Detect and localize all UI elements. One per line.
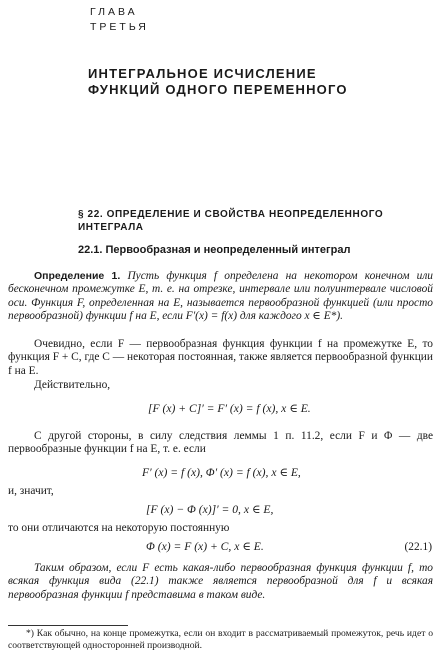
section-title xyxy=(78,208,428,234)
definition-heading: Определение 1. xyxy=(34,270,121,282)
subsection-title: 22.1. Первообразная и неопределенный интеграл xyxy=(78,244,351,256)
footnote: *) Как обычно, на конце промежутка, если он входит в рассматриваемый промежуток, речь идет о соответствующей односторонней производной. xyxy=(8,628,433,651)
definition-text: Пусть функция f определена на некотором конечном или бесконечном промежутке E, т. е. на отрезке, интервале или полуинтервале числовой оси. Функция F, определенная на E, называется первообразной функцией (или просто первообразной) функции f на E, если F′(x) = f(x) для каждого x ∈ E*). xyxy=(8,270,433,323)
formula-derivative-sum: [F (x) + C]′ = F′ (x) = f (x), x ∈ E. xyxy=(148,402,311,415)
definition-paragraph xyxy=(8,270,433,324)
section-title-line-2: ИНТЕГРАЛА xyxy=(78,222,144,233)
chapter-title-line-2: ФУНКЦИЙ ОДНОГО ПЕРЕМЕННОГО xyxy=(88,82,348,97)
paragraph-obviously: Очевидно, если F — первообразная функция функции f на промежутке E, то функция F + C, где C — некоторая постоянная, также является первообразной функции f на E. xyxy=(8,338,433,377)
paragraph-other-side: С другой стороны, в силу следствия леммы 1 п. 11.2, если F и Φ — две первообразные функции f на E, т. е. если xyxy=(8,430,433,456)
chapter-title xyxy=(88,66,348,98)
paragraph-hence: и, значит, xyxy=(8,485,54,497)
chapter-label xyxy=(90,5,149,35)
section-title-line-1: § 22. ОПРЕДЕЛЕНИЕ И СВОЙСТВА НЕОПРЕДЕЛЕННОГО xyxy=(78,209,384,220)
footnote-divider xyxy=(8,625,128,626)
formula-two-primitives: F′ (x) = f (x), Φ′ (x) = f (x), x ∈ E, xyxy=(142,466,301,479)
equation-number: (22.1) xyxy=(404,541,432,553)
formula-22-1: Φ (x) = F (x) + C, x ∈ E. xyxy=(146,540,264,553)
paragraph-differ-constant: то они отличаются на некоторую постоянную xyxy=(8,522,230,534)
chapter-label-line-1: ГЛАВА xyxy=(90,6,138,18)
paragraph-indeed: Действительно, xyxy=(34,379,111,391)
chapter-title-line-1: ИНТЕГРАЛЬНОЕ ИСЧИСЛЕНИЕ xyxy=(88,66,317,81)
formula-difference-zero: [F (x) − Φ (x)]′ = 0, x ∈ E, xyxy=(146,503,274,516)
chapter-label-line-2: ТРЕТЬЯ xyxy=(90,21,149,33)
paragraph-thus: Таким образом, если F есть какая-либо первообразная функция функции f, то всякая функция вида (22.1) также является первообразной для f и всякая первообразная функции f представима в таком виде. xyxy=(8,562,433,601)
